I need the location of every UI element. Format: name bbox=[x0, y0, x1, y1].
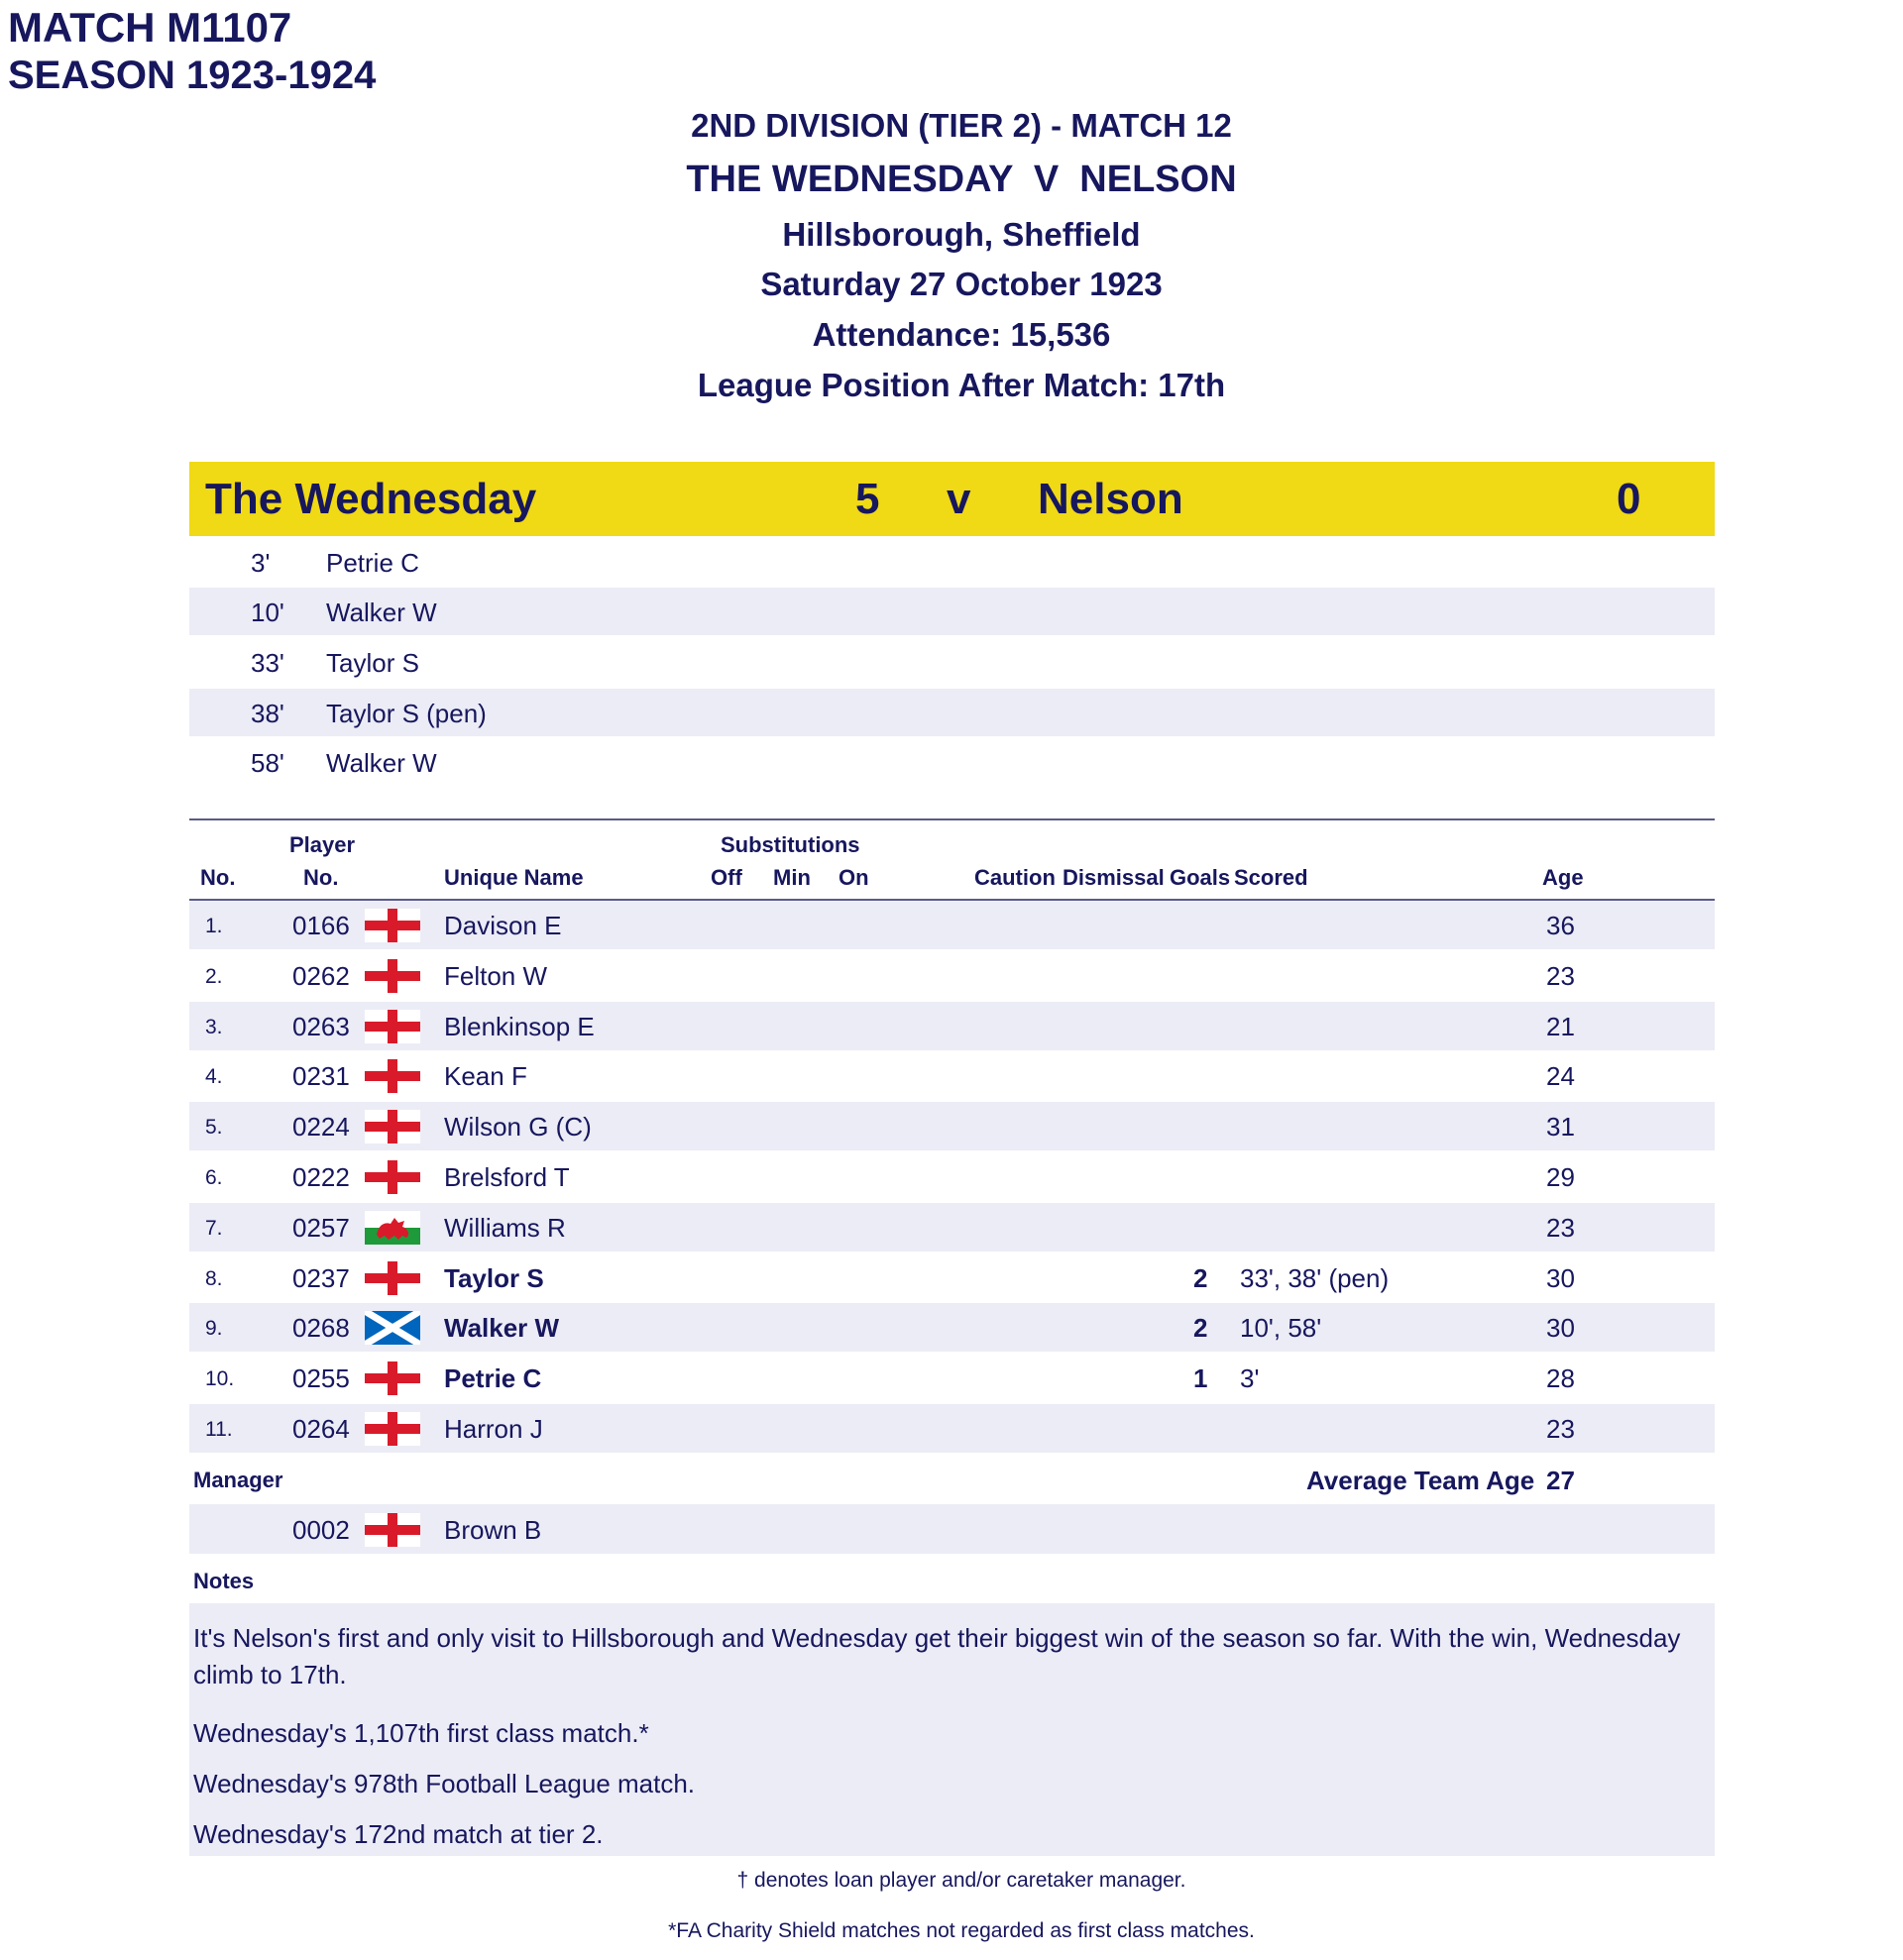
notes-line: Wednesday's 978th Football League match. bbox=[193, 1769, 696, 1798]
goal-minute: 33' bbox=[251, 648, 284, 678]
player-age: 30 bbox=[1546, 1263, 1575, 1293]
goals-scored-minutes: 3' bbox=[1240, 1363, 1260, 1393]
player-name: Wilson G (C) bbox=[444, 1112, 592, 1142]
away-team-name: Nelson bbox=[1038, 475, 1183, 523]
match-id-heading: MATCH M1107 bbox=[8, 4, 292, 51]
footnote-loan: † denotes loan player and/or caretaker manager. bbox=[736, 1869, 1186, 1892]
player-number: 0264 bbox=[292, 1414, 350, 1444]
england-flag-icon bbox=[365, 959, 420, 993]
player-age: 23 bbox=[1546, 1414, 1575, 1444]
england-flag-icon bbox=[365, 1261, 420, 1295]
player-age: 36 bbox=[1546, 911, 1575, 940]
row-number: 3. bbox=[205, 1016, 223, 1038]
player-name: Davison E bbox=[444, 911, 562, 940]
table-top-rule bbox=[189, 818, 1715, 820]
england-flag-icon bbox=[365, 1361, 420, 1395]
col-header-min: Min bbox=[773, 865, 811, 890]
player-number: 0237 bbox=[292, 1263, 350, 1293]
home-score: 5 bbox=[855, 475, 880, 523]
goals-count: 2 bbox=[1193, 1313, 1208, 1343]
player-name: Petrie C bbox=[444, 1363, 542, 1393]
player-age: 23 bbox=[1546, 1213, 1575, 1243]
player-number: 0255 bbox=[292, 1363, 350, 1393]
manager-player-no: 0002 bbox=[292, 1515, 350, 1545]
date-text: Saturday 27 October 1923 bbox=[760, 266, 1163, 302]
player-name: Brelsford T bbox=[444, 1162, 570, 1192]
england-flag-icon bbox=[365, 909, 420, 942]
versus-label: v bbox=[947, 475, 971, 523]
goal-scorer: Taylor S bbox=[326, 648, 419, 678]
notes-line: It's Nelson's first and only visit to Hillsborough and Wednesday get their biggest win of the season so far. With the win, Wednesday bbox=[193, 1623, 1681, 1653]
player-age: 28 bbox=[1546, 1363, 1575, 1393]
player-name: Walker W bbox=[444, 1313, 560, 1343]
league-position-text: League Position After Match: 17th bbox=[697, 367, 1226, 403]
goal-scorer: Walker W bbox=[326, 748, 437, 778]
venue-text: Hillsborough, Sheffield bbox=[782, 216, 1141, 253]
manager-name: Brown B bbox=[444, 1515, 542, 1545]
col-header-off: Off bbox=[711, 865, 742, 890]
wales-flag-icon bbox=[365, 1211, 420, 1245]
player-name: Kean F bbox=[444, 1061, 527, 1091]
notes-line: climb to 17th. bbox=[193, 1660, 347, 1689]
player-number: 0257 bbox=[292, 1213, 350, 1243]
player-number: 0166 bbox=[292, 911, 350, 940]
col-header-unique-name: Unique Name bbox=[444, 865, 584, 890]
goals-count: 2 bbox=[1193, 1263, 1208, 1293]
player-number: 0224 bbox=[292, 1112, 350, 1142]
player-name: Harron J bbox=[444, 1414, 543, 1444]
england-flag-icon bbox=[365, 1160, 420, 1194]
player-number: 0231 bbox=[292, 1061, 350, 1091]
notes-line: Wednesday's 172nd match at tier 2. bbox=[193, 1819, 604, 1849]
away-score: 0 bbox=[1617, 475, 1641, 523]
player-age: 24 bbox=[1546, 1061, 1575, 1091]
col-header-dismissal: Dismissal bbox=[1063, 865, 1165, 890]
col-header-age: Age bbox=[1542, 865, 1584, 890]
goal-minute: 3' bbox=[251, 548, 271, 578]
scotland-flag-icon bbox=[365, 1311, 420, 1345]
player-number: 0262 bbox=[292, 961, 350, 991]
row-number: 11. bbox=[205, 1418, 233, 1441]
player-age: 23 bbox=[1546, 961, 1575, 991]
goal-minute: 10' bbox=[251, 598, 284, 627]
row-number: 9. bbox=[205, 1317, 223, 1340]
player-age: 31 bbox=[1546, 1112, 1575, 1142]
fixture-title: THE WEDNESDAY V NELSON bbox=[686, 159, 1237, 200]
col-header-goals: Goals bbox=[1170, 865, 1231, 890]
col-header-caution: Caution bbox=[974, 865, 1056, 890]
goals-scored-minutes: 10', 58' bbox=[1240, 1313, 1322, 1343]
goal-scorer: Taylor S (pen) bbox=[326, 699, 487, 728]
competition-title: 2ND DIVISION (TIER 2) - MATCH 12 bbox=[691, 107, 1232, 144]
england-flag-icon bbox=[365, 1412, 420, 1446]
row-number: 5. bbox=[205, 1116, 223, 1139]
goal-minute: 38' bbox=[251, 699, 284, 728]
row-number: 2. bbox=[205, 965, 223, 988]
england-flag-icon bbox=[365, 1513, 420, 1547]
england-flag-icon bbox=[365, 1059, 420, 1093]
player-number: 0268 bbox=[292, 1313, 350, 1343]
row-number: 4. bbox=[205, 1065, 223, 1088]
player-age: 30 bbox=[1546, 1313, 1575, 1343]
home-team-name: The Wednesday bbox=[205, 475, 537, 523]
row-number: 6. bbox=[205, 1166, 223, 1189]
row-number: 10. bbox=[205, 1367, 235, 1390]
player-age: 21 bbox=[1546, 1012, 1575, 1041]
col-header-player-no: Player bbox=[289, 832, 356, 857]
england-flag-icon bbox=[365, 1010, 420, 1043]
player-number: 0222 bbox=[292, 1162, 350, 1192]
col-header-substitutions: Substitutions bbox=[721, 832, 860, 857]
col-header-player-no: No. bbox=[303, 865, 339, 890]
average-team-age-label: Average Team Age bbox=[1306, 1466, 1535, 1495]
goal-minute: 58' bbox=[251, 748, 284, 778]
goal-scorer: Walker W bbox=[326, 598, 437, 627]
season-heading: SEASON 1923-1924 bbox=[8, 54, 377, 97]
notes-label: Notes bbox=[193, 1569, 255, 1593]
player-name: Williams R bbox=[444, 1213, 566, 1243]
col-header-scored: Scored bbox=[1234, 865, 1308, 890]
manager-label: Manager bbox=[193, 1468, 283, 1492]
player-age: 29 bbox=[1546, 1162, 1575, 1192]
row-number: 7. bbox=[205, 1217, 223, 1240]
player-number: 0263 bbox=[292, 1012, 350, 1041]
england-flag-icon bbox=[365, 1110, 420, 1143]
notes-line: Wednesday's 1,107th first class match.* bbox=[193, 1718, 649, 1748]
goals-scored-minutes: 33', 38' (pen) bbox=[1240, 1263, 1390, 1293]
goal-scorer: Petrie C bbox=[326, 548, 419, 578]
col-header-no: No. bbox=[200, 865, 236, 890]
row-number: 1. bbox=[205, 915, 223, 937]
player-name: Felton W bbox=[444, 961, 548, 991]
col-header-on: On bbox=[839, 865, 869, 890]
score-banner bbox=[189, 462, 1715, 536]
player-name: Taylor S bbox=[444, 1263, 544, 1293]
goals-count: 1 bbox=[1193, 1363, 1208, 1393]
row-number: 8. bbox=[205, 1267, 223, 1290]
player-name: Blenkinsop E bbox=[444, 1012, 595, 1041]
average-team-age-value: 27 bbox=[1546, 1466, 1575, 1495]
attendance-text: Attendance: 15,536 bbox=[812, 316, 1111, 353]
footnote-charity-shield: *FA Charity Shield matches not regarded as first class matches. bbox=[668, 1919, 1255, 1942]
